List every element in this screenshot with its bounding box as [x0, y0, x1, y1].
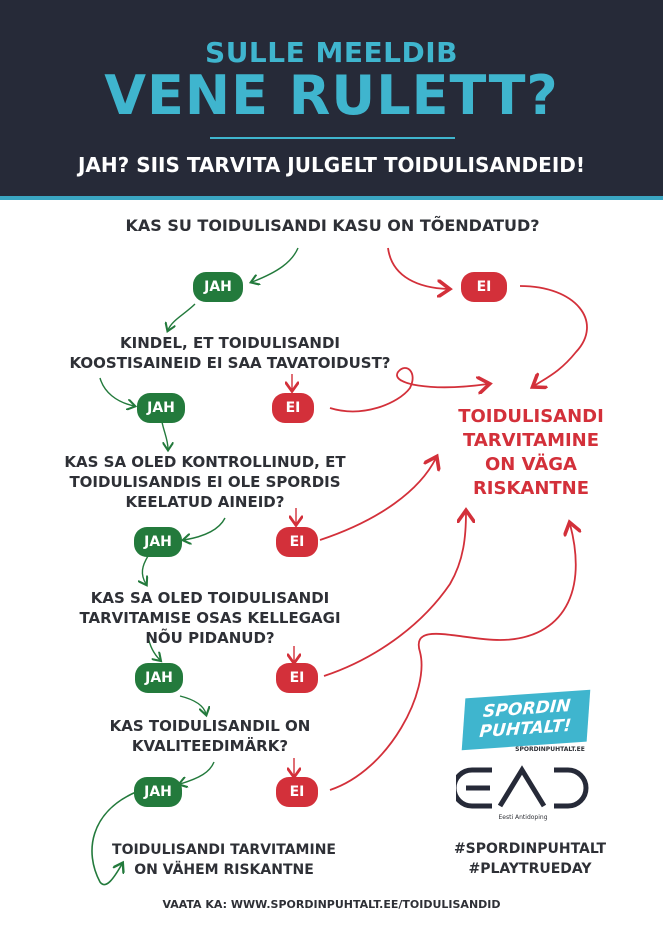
- arrow-yes3-q4: [142, 556, 148, 584]
- arrow-no1-risk: [520, 286, 587, 386]
- arrow-q1-no: [388, 248, 448, 289]
- question-4: KAS SA OLED TOIDULISANDI TARVITAMISE OSAS KELLEGAGI NÕU PIDANUD?: [79, 589, 341, 647]
- footer-link[interactable]: VAATA KA: WWW.SPORDINPUHTALT.EE/TOIDULISANDID: [162, 898, 501, 911]
- spordin-puhtalt-logo: [462, 690, 591, 751]
- question-1: KAS SU TOIDULISANDI KASU ON TÕENDATUD?: [125, 216, 540, 235]
- yes-badge-4: JAH: [135, 663, 183, 693]
- arrow-q1-yes: [252, 248, 298, 282]
- spordin-logo-url: SPORDINPUHTALT.EE: [515, 746, 585, 753]
- header-subtitle: SULLE MEELDIB: [205, 36, 458, 69]
- header-title: VENE RULETT?: [104, 64, 559, 127]
- hashtags: [430, 839, 630, 879]
- ead-caption: Eesti Antidoping: [498, 814, 548, 821]
- ead-logo: [456, 764, 592, 812]
- hashtag-1: #SPORDINPUHTALT: [453, 841, 607, 857]
- no-badge-2: EI: [272, 393, 314, 423]
- yes-badge-5: JAH: [134, 777, 182, 807]
- yes-badge-2: JAH: [137, 393, 185, 423]
- no-badge-1: EI: [461, 272, 507, 302]
- arrow-q3-yes: [184, 518, 225, 540]
- arrow-yes1-q2: [168, 304, 195, 330]
- no-badge-3: EI: [276, 527, 318, 557]
- no-badge-5: EI: [276, 777, 318, 807]
- yes-badge-3: JAH: [134, 527, 182, 557]
- question-3: KAS SA OLED KONTROLLINUD, ET TOIDULISANDIS EI OLE SPORDIS KEELATUD AINEID?: [64, 453, 346, 511]
- header-tagline: JAH? SIIS TARVITA JULGELT TOIDULISANDEID!: [77, 153, 585, 177]
- outcome-risky: TOIDULISANDI TARVITAMINE ON VÄGA RISKANTNE: [458, 406, 604, 499]
- arrow-q2-yes: [100, 378, 134, 406]
- arrow-yes2-q3: [162, 422, 168, 449]
- no-badge-4: EI: [276, 663, 318, 693]
- yes-badge-1: JAH: [193, 272, 243, 302]
- question-5: KAS TOIDULISANDIL ON KVALITEEDIMÄRK?: [109, 717, 311, 755]
- hashtag-2: #PLAYTRUEDAY: [468, 861, 592, 877]
- outcome-less-risky: TOIDULISANDI TARVITAMINE ON VÄHEM RISKANTNE: [112, 842, 336, 878]
- spordin-logo-line1: SPORDIN: [482, 696, 572, 723]
- spordin-logo-line2: PUHTALT!: [478, 715, 573, 743]
- question-2: KINDEL, ET TOIDULISANDI KOOSTISAINEID EI SAA TAVATOIDUST?: [69, 334, 391, 372]
- arrow-yes4-q5: [180, 696, 206, 714]
- arrow-q5-yes: [180, 762, 214, 784]
